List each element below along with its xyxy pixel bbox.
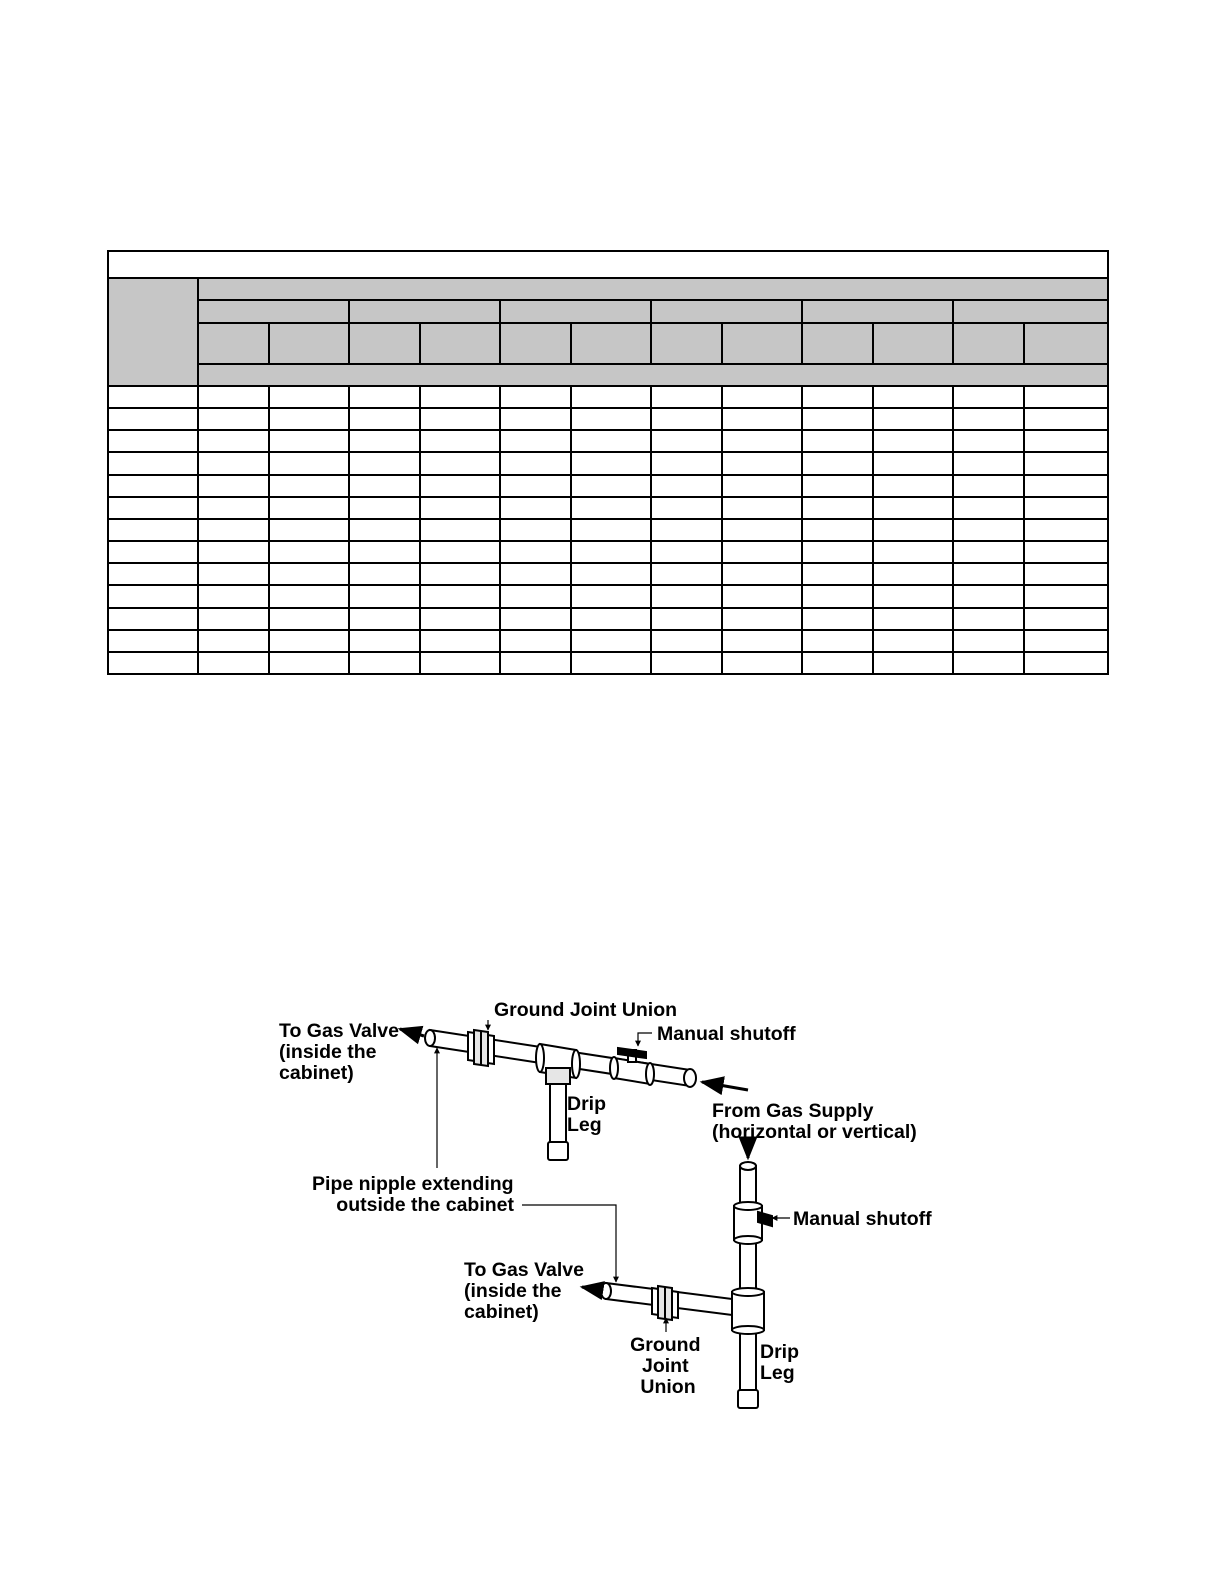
- bottom-pipe-top-end: [740, 1162, 756, 1170]
- top-valve-handle: [618, 1048, 646, 1058]
- label-to-gas-valve-top: To Gas Valve (inside the cabinet): [279, 1020, 399, 1084]
- arrow-from-gas-supply: [702, 1082, 748, 1090]
- label-from-gas-supply: From Gas Supply (horizontal or vertical): [712, 1100, 917, 1143]
- leader-manual-shutoff-top: [638, 1033, 652, 1046]
- bottom-pipe-end-left: [601, 1283, 611, 1299]
- label-ground-joint-union-top: Ground Joint Union: [494, 999, 678, 1021]
- label-to-gas-valve-bottom: To Gas Valve (inside the cabinet): [464, 1259, 584, 1323]
- label-pipe-nipple: Pipe nipple extending outside the cabinet: [312, 1173, 514, 1216]
- label-manual-shutoff-top: Manual shutoff: [657, 1023, 796, 1045]
- label-drip-leg-top: Drip Leg: [567, 1093, 606, 1136]
- label-manual-shutoff-bottom: Manual shutoff: [793, 1208, 932, 1230]
- label-ground-joint-union-bottom: Ground Joint Union: [630, 1334, 701, 1398]
- bottom-drip-leg-cap: [738, 1390, 758, 1408]
- top-pipe-end-right: [684, 1069, 696, 1087]
- bottom-vertical-pipe: [740, 1166, 756, 1396]
- top-pipe-end-left: [425, 1030, 435, 1046]
- label-drip-leg-bottom: Drip Leg: [760, 1341, 799, 1384]
- bottom-tee-fitting: [732, 1292, 764, 1330]
- top-pipe-assembly: [425, 1030, 696, 1160]
- arrow-to-gas-valve-bottom: [582, 1287, 600, 1290]
- top-drip-leg-cap: [548, 1142, 568, 1160]
